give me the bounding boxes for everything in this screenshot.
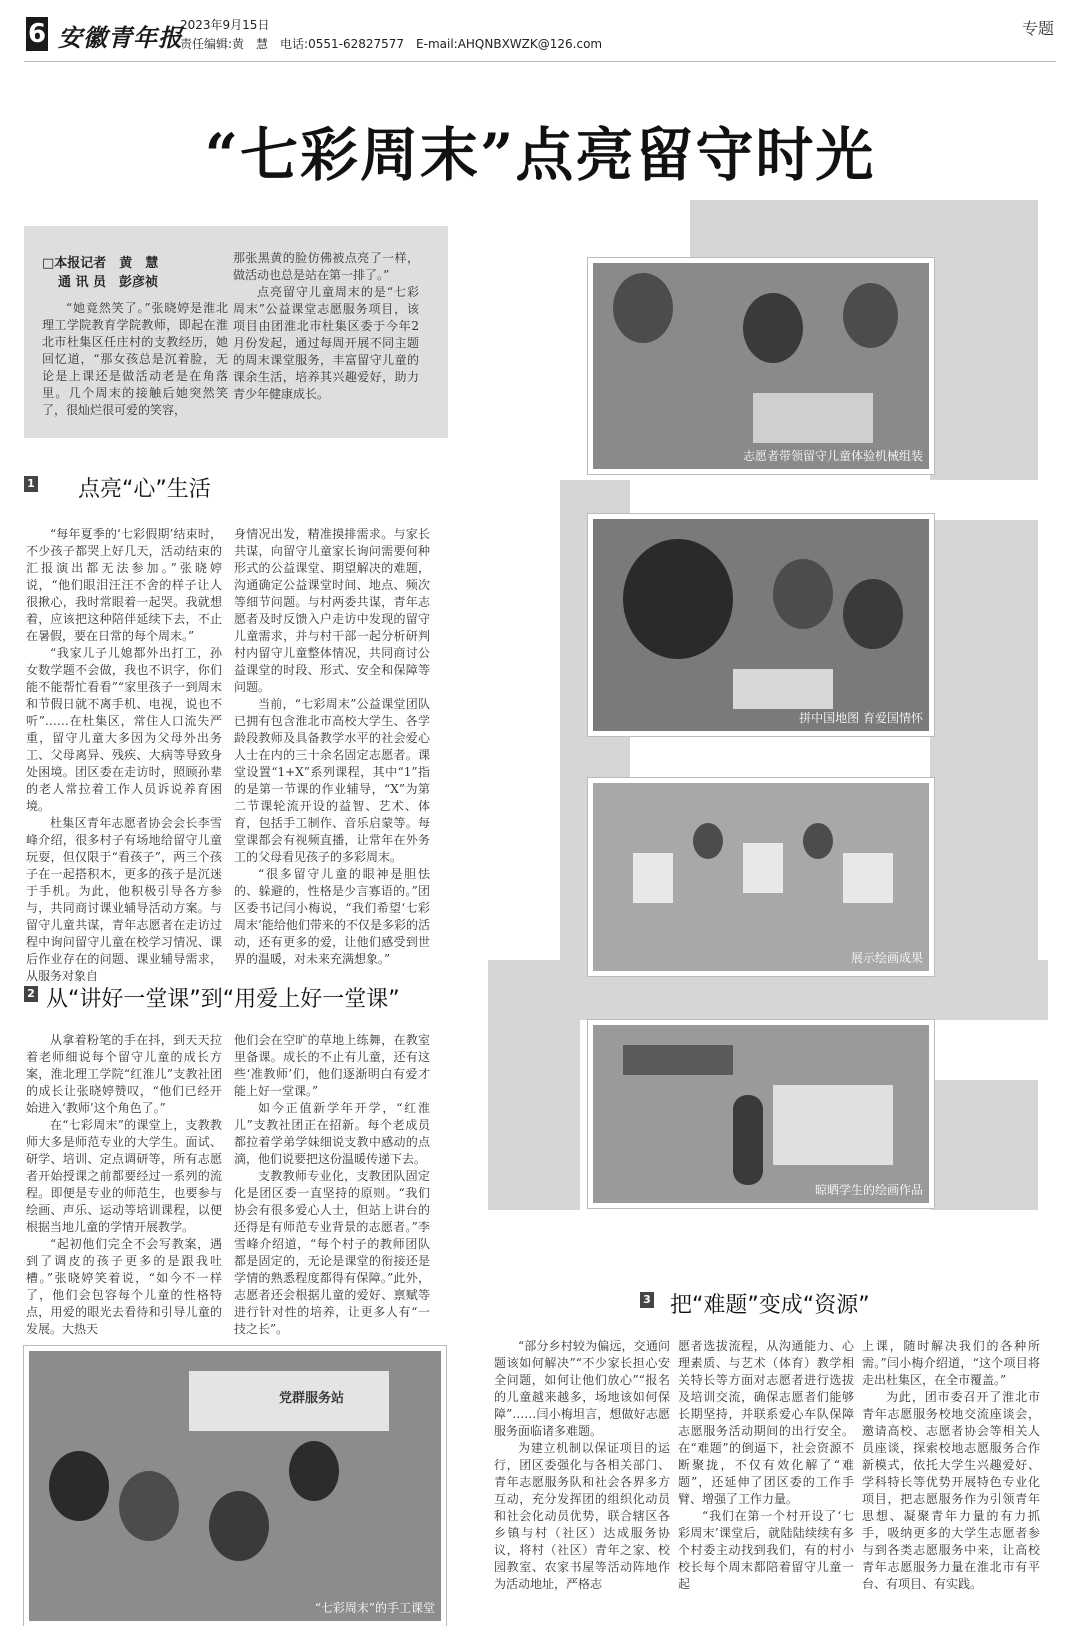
subhead-number-2: 2: [24, 986, 38, 1002]
body-paragraph: 为建立机制以保证项目的运行，团区委强化与各相关部门、青年志愿服务队和社会各界多方互动，充分发挥团的组织化动员和社会化动员优势，联合辖区各乡镇与村（社区）达成服务协议，将村（社区）青年之家、校园教室、农家书屋等活动阵地作为活动地址，严格志: [494, 1441, 670, 1591]
decorative-glyph-right: [930, 200, 1038, 480]
intro-paragraph: 点亮留守儿童周末的是“七彩周末”公益课堂志愿服务项目，该项目由团淮北市杜集区委于今年2月份发起，通过每周开展不同主题的周末课堂服务，丰富留守儿童的课余生活，培养其兴趣爱好，助力青少年健康成长。: [233, 285, 419, 401]
photo-caption: 展示绘画成果: [850, 951, 923, 965]
paper-logo: 安徽青年报: [58, 23, 183, 52]
masthead-rule: [24, 61, 1056, 62]
body-paragraph: 愿者选拔流程，从沟通能力、心理素质、与艺术（体育）教学相关特长等方面对志愿者进行选拔及培训交流，确保志愿者们能够长期坚持，并联系爱心车队保障志愿服务活动期间的出行安全。在“难题”的倒逼下，社会资源不断聚拢，不仅有效化解了“难题”，还延伸了团区委的工作手臂、增强了工作力量。: [678, 1339, 854, 1506]
section3-column-1: [494, 1338, 670, 1593]
section2-column-1: [26, 1032, 222, 1338]
section1-column-2: [234, 526, 430, 968]
editor-line: 责任编辑:黄 慧 电话:0551-62827577 E-mail:AHQNBXWZK@126.com: [180, 37, 603, 51]
byline-reporter: □本报记者 黄 慧: [42, 256, 159, 271]
intro-paragraph: 那张黑黄的脸仿佛被点亮了一样，做活动也总是站在第一排了。”: [233, 251, 419, 282]
decorative-glyph-mid: [930, 520, 1038, 960]
body-paragraph: 杜集区青年志愿者协会会长李雪峰介绍，很多村子有场地给留守儿童玩耍，但仅限于“看孩子”，两三个孩子在一起搭积木，更多的孩子是沉迷于手机。为此，他积极引导各方参与，共同商讨课业辅导活动方案。与留守儿童共谋，青年志愿者在走访过程中询问留守儿童在校学习情况、课后作业存在的问题、课业辅导需求，从服务对象自: [26, 816, 222, 983]
photo-caption: 志愿者带领留守儿童体验机械组装: [742, 449, 923, 463]
subhead-1: 点亮“心”生活: [78, 477, 211, 502]
intro-paragraph: “她竟然笑了。”张晓婷是淮北理工学院教育学院教师，即起在淮北市杜集区任庄村的支教经历，她回忆道，“那女孩总是沉着脸，无论是上课还是做活动老是在角落里。几个周末的接触后她突然笑了，很灿烂很可爱的笑容，: [42, 301, 228, 417]
photo-painting-display: [588, 778, 934, 976]
section3-column-2: [678, 1338, 854, 1593]
page-title: “七彩周末”点亮留守时光: [204, 121, 876, 189]
body-paragraph: “部分乡村较为偏远，交通问题该如何解决”“不少家长担心安全问题，如何让他们放心”“报名的儿童越来越多，场地该如何保障”……闫小梅坦言，想做好志愿服务面临诸多难题。: [494, 1339, 670, 1438]
photo-china-map-puzzle: [588, 514, 934, 736]
body-paragraph: 身情况出发，精准摸排需求。与家长共谋，向留守儿童家长询问需要何种形式的公益课堂、期望解决的难题，沟通确定公益课堂时间、地点、频次等细节问题。与村两委共谋，青年志愿者及时反馈入户走访中发现的留守儿童需求，并与村干部一起分析研判村内留守儿童整体情况，共同商讨公益课堂的时段、形式、安全和保障等问题。: [234, 527, 430, 694]
intro-column-1: [42, 300, 228, 419]
photo-handcraft-class: [24, 1346, 446, 1626]
decorative-glyph-foot: [930, 1080, 1038, 1210]
subhead-2: 从“讲好一堂课”到“用爱上好一堂课”: [46, 987, 400, 1012]
section-label: 专题: [1021, 19, 1054, 38]
body-paragraph: “我家儿子儿媳都外出打工，孙女数学题不会做，我也不识字，你们能不能帮忙看看”“家里孩子一到周末和节假日就不离手机、电视，说也不听”……在杜集区，常住人口流失严重，留守儿童大多因为父母外出务工、父母离异、残疾、大病等导致身处困境。团区委在走访时，照顾孙辈的老人常拉着工作人员诉说养育困境。: [26, 646, 222, 813]
body-paragraph: “很多留守儿童的眼神是胆怯的、躲避的，性格是少言寡语的。”团区委书记闫小梅说，“我们希望‘七彩周末’能给他们带来的不仅是多彩的活动，还有更多的爱，让他们感受到世界的温暖，对未来充满想象。”: [234, 867, 430, 966]
section1-column-1: [26, 526, 222, 985]
body-paragraph: 上课，随时解决我们的各种所需。”闫小梅介绍道，“这个项目将走出杜集区，在全市覆盖。”: [862, 1339, 1040, 1387]
subhead-number-3: 3: [640, 1292, 654, 1308]
byline-correspondent: 通 讯 员 彭彦祯: [58, 275, 159, 290]
photo-drying-paintings: [588, 1020, 934, 1208]
intro-column-2: [233, 250, 419, 403]
body-paragraph: 当前，“七彩周末”公益课堂团队已拥有包含淮北市高校大学生、各学龄段教师及具备教学水平的社会爱心人士在内的三十余名固定志愿者。课堂设置“1+X”系列课程，其中“1”指的是第一节课的作业辅导，“X”为第二节课轮流开设的益智、艺术、体育，包括手工制作、音乐启蒙等。每堂课都会有视频直播，让常年在外务工的父母看见孩子的多彩周末。: [234, 697, 430, 864]
photo-caption: “七彩周末”的手工课堂: [314, 1601, 435, 1615]
body-paragraph: 他们会在空旷的草地上练舞，在教室里备课。成长的不止有儿童，还有这些‘准教师’们，他们逐渐明白有爱才能上好一堂课。”: [234, 1033, 430, 1098]
section2-column-2: [234, 1032, 430, 1338]
body-paragraph: “起初他们完全不会写教案，遇到了调皮的孩子更多的是跟我吐槽。”张晓婷笑着说，“如今不一样了，他们会包容每个儿童的性格特点，用爱的眼光去看待和引导儿童的发展。大热天: [26, 1237, 222, 1336]
body-paragraph: 支教教师专业化，支教团队固定化是团区委一直坚持的原则。“我们协会有很多爱心人士，但站上讲台的还得是有师范专业背景的志愿者。”李雪峰介绍道，“每个村子的教师团队都是固定的，无论是课堂的衔接还是学情的熟悉程度都得有保障。”此外，志愿者还会根据儿童的爱好、禀赋等进行针对性的培养，让更多人有“一技之长”。: [234, 1169, 430, 1336]
body-paragraph: “每年夏季的‘七彩假期’结束时，不少孩子都哭上好几天，活动结束的汇报演出都无法参加。”张晓婷说，“他们眼泪汪汪不舍的样子让人很揪心，我时常眼着一起哭。我就想着，应该把这种陪伴延续下去，不止在暑假，要在日常的每个周末。”: [26, 527, 222, 643]
photo-caption: 晾晒学生的绘画作品: [814, 1183, 923, 1197]
sign-text: 党群服务站: [279, 1391, 345, 1406]
issue-date: 2023年9月15日: [180, 18, 270, 32]
decorative-glyph-base: [488, 1020, 580, 1210]
body-paragraph: 为此，团市委召开了淮北市青年志愿服务校地交流座谈会，邀请高校、志愿者协会等相关人员座谈，探索校地志愿服务合作新模式，依托大学生兴趣爱好、学科特长等优势开展特色专业化项目，把志愿服务作为引领青年思想、凝聚青年力量的有力抓手，吸纳更多的大学生志愿者参与到各类志愿服务中来，让高校青年志愿服务力量在淮北市有平台、有项目、有实践。: [862, 1390, 1040, 1591]
subhead-number-1: 1: [24, 476, 38, 492]
body-paragraph: 在“七彩周末”的课堂上，支教教师大多是师范专业的大学生。面试、研学、培训、定点调研等，所有志愿者开始授课之前都要经过一系列的流程。即便是专业的师范生，也要参与绘画、声乐、运动等培训课程，以便根据当地儿童的学情开展教学。: [26, 1118, 222, 1234]
subhead-3: 把“难题”变成“资源”: [670, 1293, 870, 1318]
section3-column-3: [862, 1338, 1040, 1593]
body-paragraph: 如今正值新学年开学，“红淮儿”支教社团正在招新。每个老成员都拉着学弟学妹细说支教中感动的点滴，他们说要把这份温暖传递下去。: [234, 1101, 430, 1166]
byline: [42, 254, 222, 292]
photo-caption: 拼中国地图 育爱国情怀: [799, 711, 923, 725]
body-paragraph: 从拿着粉笔的手在抖，到天天拉着老师细说每个留守儿童的成长方案，淮北理工学院“红淮儿”支教社团的成长让张晓婷赞叹，“他们已经开始进入‘教师’这个角色了。”: [26, 1033, 222, 1115]
page-number: 6: [27, 19, 47, 49]
photo-mechanical-assembly: [588, 258, 934, 474]
body-paragraph: “我们在第一个村开设了‘七彩周末’课堂后，就陆陆续续有多个村委主动找到我们，有的村小校长每个周末都陪着留守儿童一起: [678, 1509, 854, 1591]
